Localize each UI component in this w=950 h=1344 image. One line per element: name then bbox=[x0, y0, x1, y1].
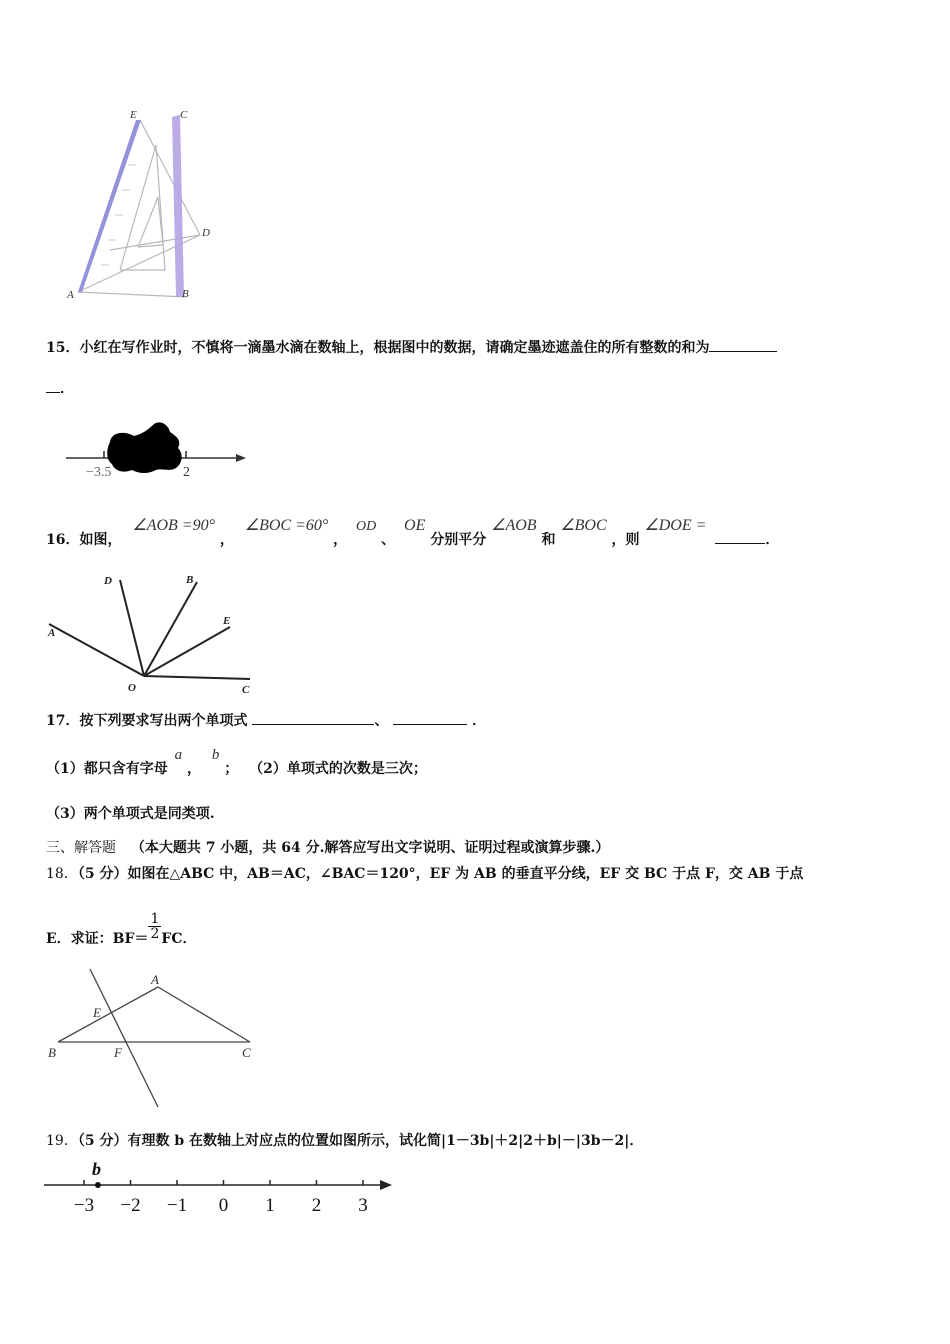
figure-14-triangles bbox=[60, 105, 230, 305]
q15-text: 小红在写作业时，不慎将一滴墨水滴在数轴上，根据图中的数据，请确定墨迹遮盖住的所有整数的和为 bbox=[79, 340, 710, 356]
q19-point-b bbox=[95, 1182, 101, 1188]
q19-tick-label: −1 bbox=[166, 1195, 188, 1216]
q18-fraction bbox=[148, 912, 161, 941]
q18-fraction-den: 2 bbox=[150, 926, 160, 942]
q16-math-od: OD bbox=[356, 519, 377, 534]
q17-cond2: （2）单项式的次数是三次； bbox=[249, 761, 427, 777]
q17-blank-2[interactable] bbox=[393, 710, 467, 725]
q18-fig-label-e: E bbox=[93, 1005, 101, 1020]
q17-line bbox=[46, 710, 486, 730]
q15-end: ． bbox=[60, 381, 74, 397]
q15-line bbox=[46, 337, 777, 357]
q16-comma-1: ， bbox=[219, 532, 234, 548]
q16-fig-label-a: A bbox=[48, 627, 56, 639]
q15-right-label: 2 bbox=[183, 465, 190, 480]
q17-sep: 、 bbox=[374, 713, 389, 729]
q19-tick-label: 3 bbox=[358, 1195, 368, 1216]
q19-number: 19． bbox=[46, 1133, 78, 1149]
figure-16-angles bbox=[44, 570, 259, 698]
q18-fig-label-a: A bbox=[151, 972, 159, 987]
q17-end: ． bbox=[472, 713, 487, 729]
q19-point-label: b bbox=[91, 1159, 101, 1179]
q16-and: 和 bbox=[541, 532, 556, 548]
q18-fraction-num: 1 bbox=[150, 911, 160, 927]
q17-cond1-line bbox=[46, 744, 427, 776]
section3-heading bbox=[46, 837, 609, 857]
q15-answer-blank-cont[interactable] bbox=[46, 378, 60, 393]
q18-line2 bbox=[46, 912, 196, 952]
q17-cond1-prefix: （1）都只含有字母 bbox=[46, 761, 168, 777]
q16-prefix: 如图， bbox=[79, 532, 122, 548]
q16-fig-label-e: E bbox=[223, 615, 231, 627]
q15-line2 bbox=[46, 378, 74, 398]
q17-cond3: （3）两个单项式是同类项. bbox=[46, 806, 215, 822]
q16-math-boc: ∠BOC bbox=[560, 517, 607, 534]
section3-note: （本大题共 7 小题，共 64 分.解答应写出文字说明、证明过程或演算步骤.） bbox=[130, 840, 610, 856]
q16-line bbox=[46, 515, 779, 551]
q16-fig-label-d: D bbox=[104, 575, 112, 587]
fig14-label-e: E bbox=[130, 109, 137, 121]
fig14-label-d: D bbox=[202, 227, 210, 239]
q16-answer-blank[interactable] bbox=[715, 529, 765, 544]
q16-comma-2: ， bbox=[333, 532, 348, 548]
fig14-label-b: B bbox=[182, 288, 189, 300]
figure-15-numberline bbox=[60, 418, 250, 484]
q15-answer-blank[interactable] bbox=[709, 337, 777, 352]
q18-fig-label-c: C bbox=[242, 1045, 251, 1060]
q19-tick-label: 2 bbox=[311, 1195, 322, 1216]
q16-mid: 分别平分 bbox=[430, 532, 487, 548]
q17-var-b: b bbox=[211, 747, 220, 763]
q16-number: 16． bbox=[46, 532, 80, 548]
fig14-label-c: C bbox=[180, 109, 188, 121]
q16-math-oe: OE bbox=[404, 517, 426, 534]
q17-cond1-comma: ， bbox=[187, 761, 201, 777]
q15-number: 15． bbox=[46, 340, 80, 356]
q19-tick-label: −2 bbox=[120, 1195, 141, 1216]
q16-fig-label-b: B bbox=[186, 574, 194, 586]
q19-text: （5 分）有理数 b 在数轴上对应点的位置如图所示，试化简|1－3b|＋2|2＋b|－|3b－2|． bbox=[77, 1133, 644, 1149]
q19-tick-label: −3 bbox=[73, 1195, 95, 1216]
figure-18-triangle bbox=[42, 965, 258, 1111]
q16-then: ，则 bbox=[611, 532, 640, 548]
q18-text-line1: （5 分）如图在△ABC 中，AB＝AC，∠BAC＝120°，EF 为 AB 的垂直平分线，EF 交 BC 于点 F，交 AB 于点 bbox=[77, 866, 804, 882]
q17-cond3-line bbox=[46, 803, 215, 823]
figure-19-numberline bbox=[40, 1155, 400, 1221]
ink-blot bbox=[107, 422, 181, 473]
q15-left-label: −3.5 bbox=[86, 465, 112, 480]
q16-sep: 、 bbox=[381, 532, 396, 548]
section3-title: 三、解答题 bbox=[46, 840, 116, 856]
q17-cond1-sep: ； bbox=[224, 761, 239, 777]
q18-line1 bbox=[46, 863, 803, 883]
q18-text-line2-suffix: FC． bbox=[161, 930, 197, 947]
q17-var-a: a bbox=[174, 747, 183, 763]
q18-fig-label-f: F bbox=[114, 1045, 122, 1060]
q16-math-boc60: ∠BOC =60° bbox=[244, 517, 329, 534]
q17-text: 按下列要求写出两个单项式 bbox=[79, 713, 248, 729]
q19-tick-label: 0 bbox=[218, 1195, 229, 1216]
q19-tick-label: 1 bbox=[265, 1195, 275, 1216]
q18-fig-label-b: B bbox=[48, 1045, 56, 1060]
q16-math-doe: ∠DOE = bbox=[644, 517, 707, 534]
q16-fig-label-o: O bbox=[128, 682, 136, 694]
q16-math-aob: ∠AOB bbox=[491, 517, 537, 534]
fig14-label-a: A bbox=[67, 289, 74, 301]
q17-number: 17． bbox=[46, 713, 80, 729]
q18-text-line2-prefix: E．求证：BF＝ bbox=[46, 930, 149, 947]
q16-fig-label-c: C bbox=[242, 684, 250, 696]
q17-blank-1[interactable] bbox=[252, 710, 374, 725]
q16-math-aob90: ∠AOB =90° bbox=[132, 517, 215, 534]
q16-end: ． bbox=[765, 532, 780, 548]
q18-number: 18． bbox=[46, 866, 78, 882]
q19-line bbox=[46, 1130, 643, 1150]
